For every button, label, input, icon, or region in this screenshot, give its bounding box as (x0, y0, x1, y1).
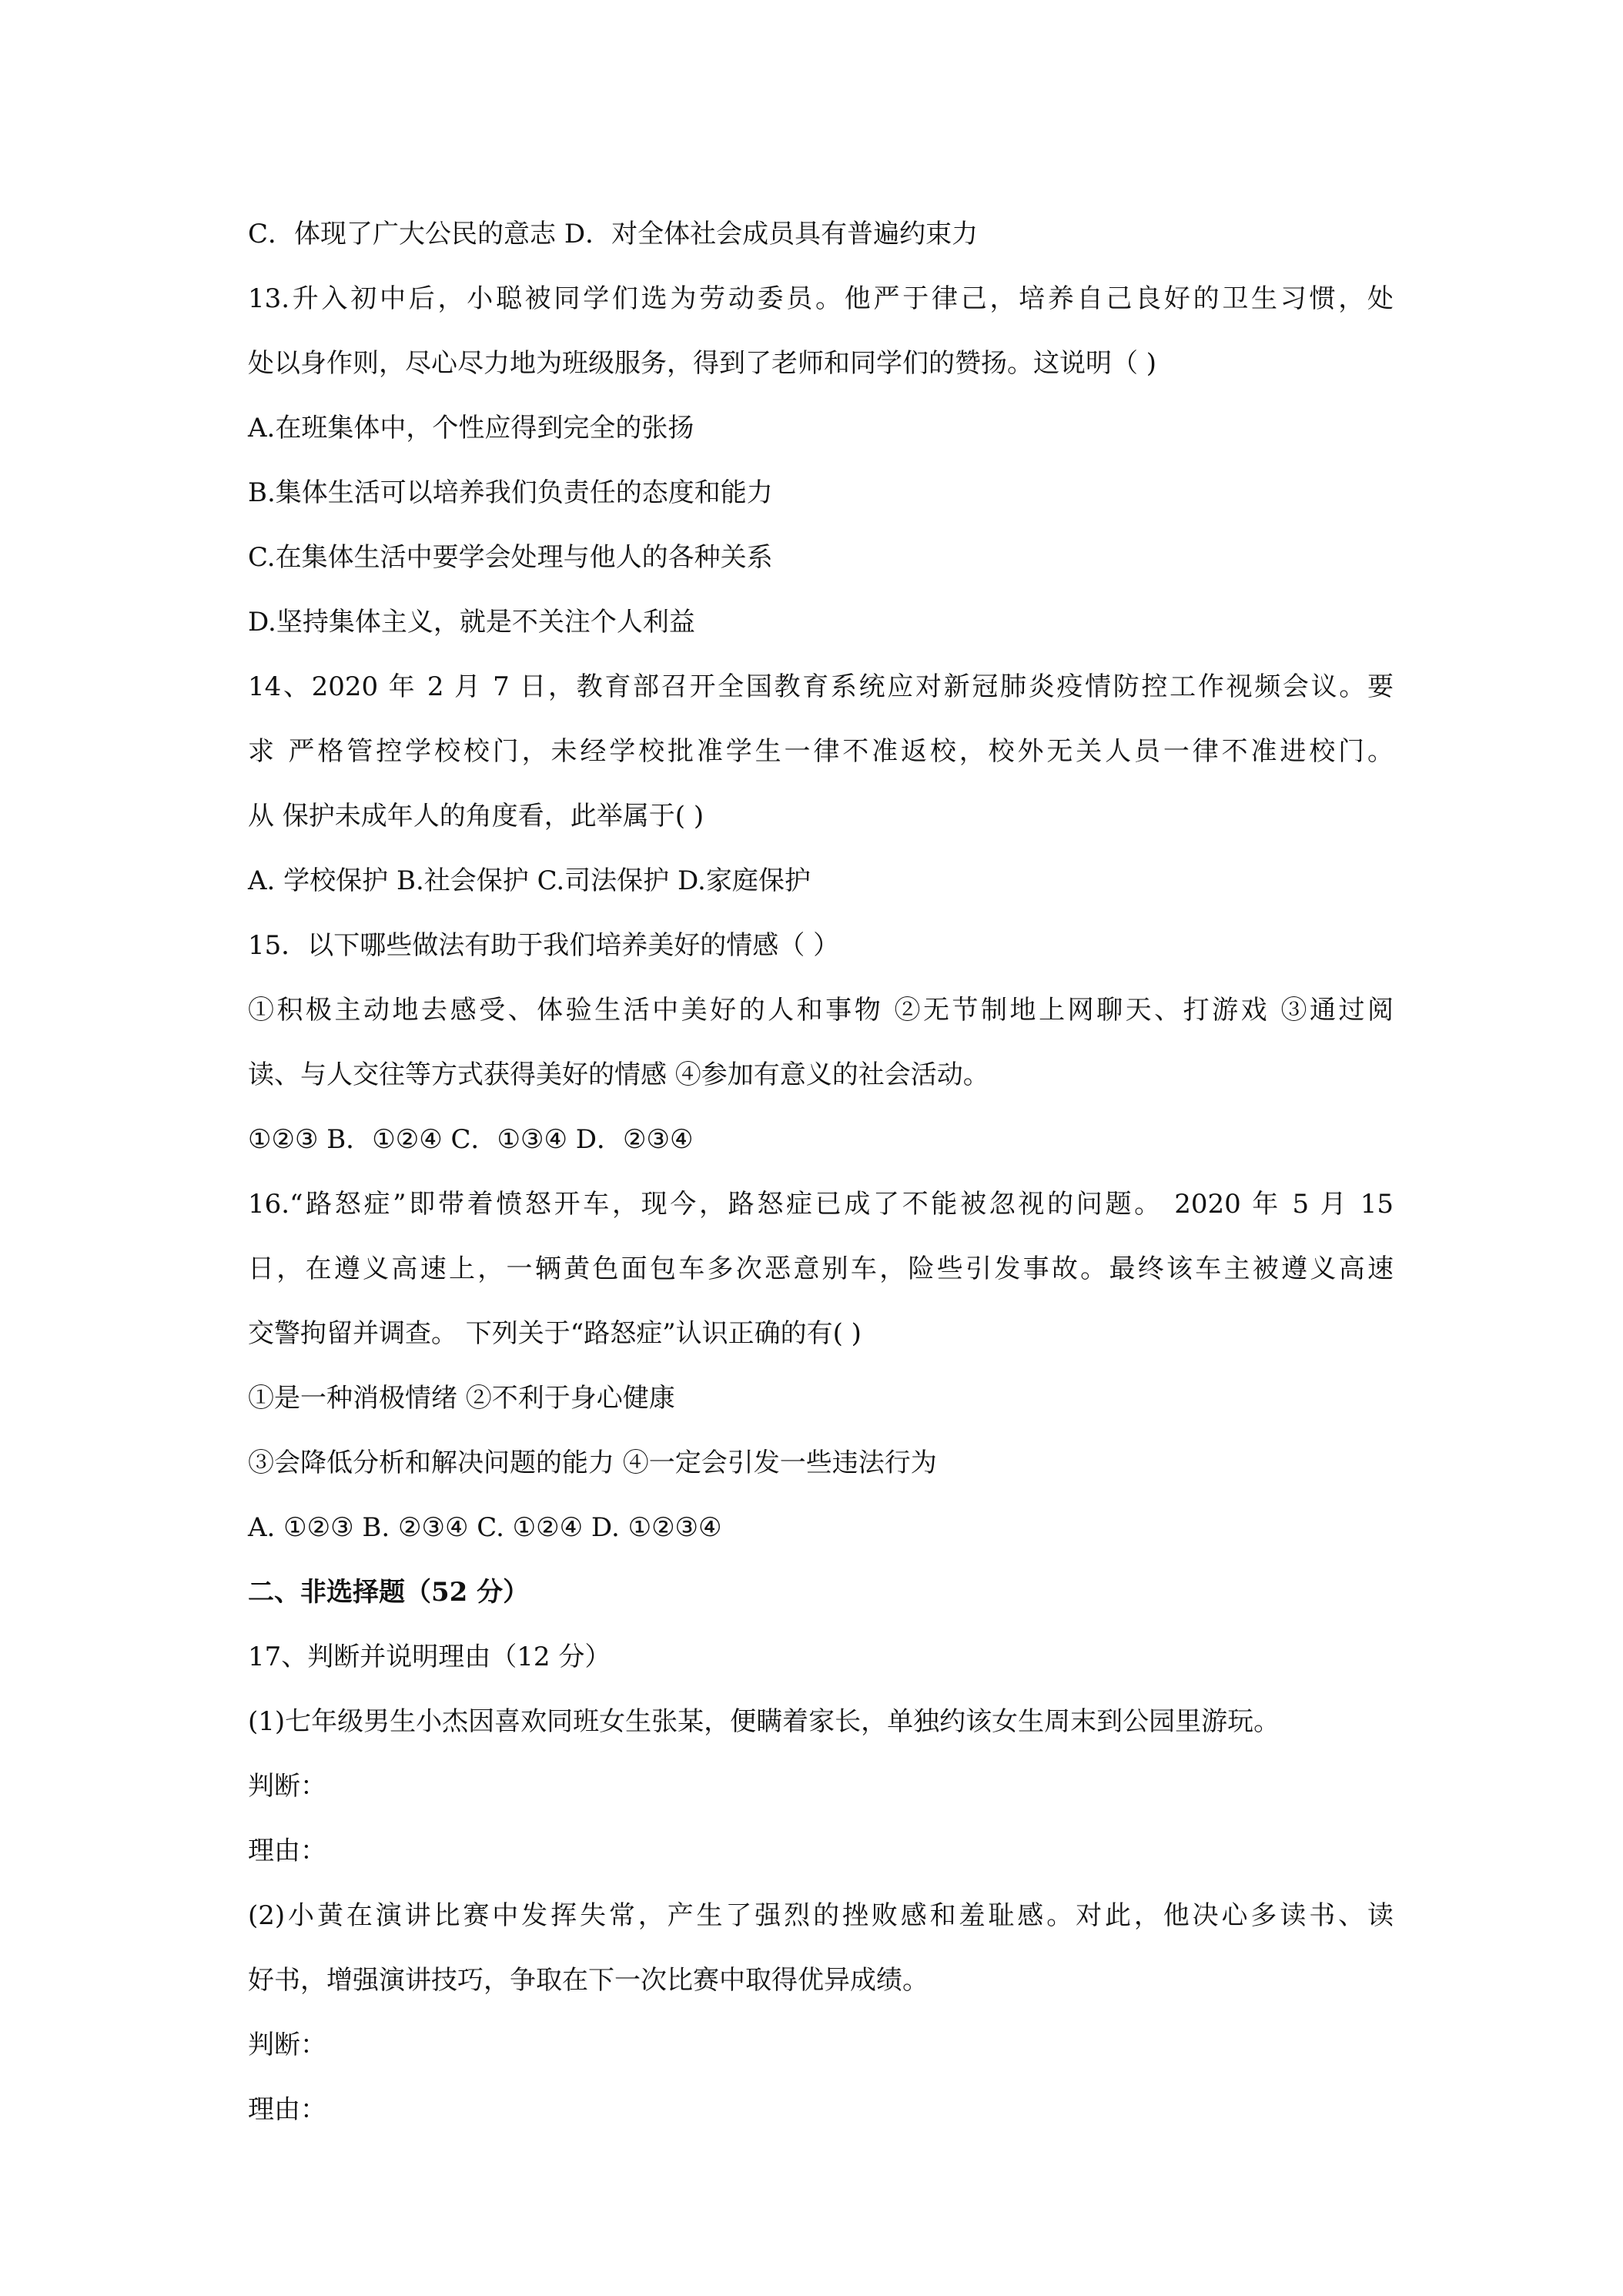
question-13-line-2: 处以身作则，尽心尽力地为班级服务，得到了老师和同学们的赞扬。这说明（ ) (248, 348, 1157, 379)
question-13-option-d: D.坚持集体主义，就是不关注个人利益 (248, 607, 695, 638)
question-13-option-a: A.在班集体中，个性应得到完全的张扬 (248, 413, 694, 443)
judgment-label-2: 判断： (248, 2030, 326, 2060)
option-line-12cd: C．体现了广大公民的意志 D．对全体社会成员具有普遍约束力 (248, 219, 979, 249)
reason-label-1: 理由： (248, 1836, 326, 1866)
question-16-line-1: 16.“路怒症”即带着愤怒开车，现今，路怒症已成了不能被忽视的问题。 2020 年 5 月 15 (248, 1189, 1394, 1220)
question-17-part-2-line-1: (2)小黄在演讲比赛中发挥失常，产生了强烈的挫败感和羞耻感。对此，他决心多读书、读 (248, 1900, 1394, 1931)
section-heading-non-choice: 二、非选择题（52 分） (248, 1577, 530, 1608)
exam-text-body (248, 202, 1394, 2142)
question-16-line-3: 交警拘留并调查。 下列关于“路怒症”认识正确的有( ) (248, 1318, 862, 1349)
question-15-items-line-2: 读、与人交往等方式获得美好的情感 ④参加有意义的社会活动。 (248, 1059, 989, 1090)
question-16-line-2: 日，在遵义高速上，一辆黄色面包车多次恶意别车，险些引发事故。最终该车主被遵义高速 (248, 1253, 1394, 1284)
question-15-stem: 15．以下哪些做法有助于我们培养美好的情感（ ） (248, 930, 840, 961)
question-16-items-line-2: ③会降低分析和解决问题的能力 ④一定会引发一些违法行为 (248, 1448, 937, 1478)
question-14-line-1: 14、2020 年 2 月 7 日，教育部召开全国教育系统应对新冠肺炎疫情防控工作视频会议。要 (248, 671, 1394, 702)
question-17-part-1: (1)七年级男生小杰因喜欢同班女生张某，便瞒着家长，单独约该女生周末到公园里游玩。 (248, 1706, 1280, 1737)
judgment-label-1: 判断： (248, 1771, 326, 1802)
question-13-line-1: 13.升入初中后，小聪被同学们选为劳动委员。他严于律己，培养自己良好的卫生习惯，处 (248, 283, 1394, 314)
question-15-options: ①②③ B．①②④ C．①③④ D．②③④ (248, 1124, 694, 1155)
question-14-line-2: 求 严格管控学校校门，未经学校批准学生一律不准返校，校外无关人员一律不准进校门。 (248, 736, 1394, 767)
question-14-options: A. 学校保护 B.社会保护 C.司法保护 D.家庭保护 (248, 865, 811, 896)
question-16-items-line-1: ①是一种消极情绪 ②不利于身心健康 (248, 1383, 675, 1414)
reason-label-2: 理由： (248, 2094, 326, 2125)
question-17-stem: 17、判断并说明理由（12 分） (248, 1642, 611, 1672)
question-16-options: A. ①②③ B. ②③④ C. ①②④ D. ①②③④ (248, 1512, 722, 1543)
question-17-part-2-line-2: 好书，增强演讲技巧，争取在下一次比赛中取得优异成绩。 (248, 1965, 929, 1996)
question-13-option-b: B.集体生活可以培养我们负责任的态度和能力 (248, 477, 773, 508)
question-13-option-c: C.在集体生活中要学会处理与他人的各种关系 (248, 542, 773, 573)
question-15-items-line-1: ①积极主动地去感受、体验生活中美好的人和事物 ②无节制地上网聊天、打游戏 ③通过阅 (248, 995, 1394, 1026)
question-14-line-3: 从 保护未成年人的角度看，此举属于( ) (248, 801, 704, 832)
